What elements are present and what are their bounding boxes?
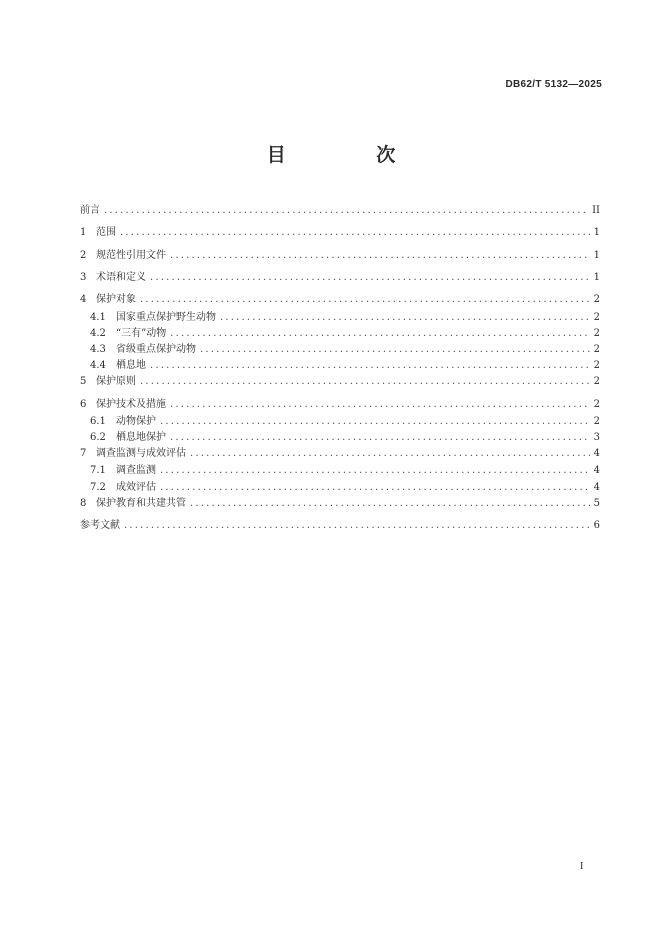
page-title: 目 次 xyxy=(266,144,424,166)
toc-entry[interactable] xyxy=(80,516,600,538)
toc-dot-leader xyxy=(220,312,590,323)
toc-dot-leader xyxy=(120,227,590,238)
toc-entry[interactable] xyxy=(80,461,600,477)
toc-entry-page: 2 xyxy=(593,376,600,388)
page-number: I xyxy=(580,861,584,872)
toc-entry-page: II xyxy=(592,205,600,216)
toc-entry-label: 术语和定义 xyxy=(96,271,146,283)
toc-entry-page: 2 xyxy=(593,343,600,355)
toc-entry[interactable] xyxy=(80,201,600,223)
toc-dot-leader xyxy=(140,376,590,387)
toc-entry-page: 2 xyxy=(593,311,600,323)
toc-entry-page: 1 xyxy=(593,271,600,283)
toc-dot-leader xyxy=(190,498,590,509)
toc-entry-number: 4 xyxy=(80,294,87,306)
toc-entry-number: 8 xyxy=(80,497,87,509)
toc-entry[interactable] xyxy=(80,412,600,428)
toc-entry-label: 保护教育和共建共管 xyxy=(96,497,186,509)
toc-entry-number: 4.1 xyxy=(90,311,106,323)
toc-entry-page: 2 xyxy=(593,415,600,427)
toc-entry[interactable] xyxy=(80,223,600,245)
toc-entry[interactable] xyxy=(80,308,600,324)
toc-dot-leader xyxy=(150,272,590,283)
toc-entry-label: 保护技术及措施 xyxy=(96,398,166,410)
toc-entry-number: 7.2 xyxy=(90,481,106,493)
toc-entry-number: 6.1 xyxy=(90,415,106,427)
toc-entry-number: 4.2 xyxy=(90,327,106,339)
toc-entry[interactable] xyxy=(80,428,600,444)
toc-entry-page: 3 xyxy=(593,431,600,443)
toc-entry-label: 规范性引用文件 xyxy=(96,249,166,261)
toc-entry-page: 2 xyxy=(593,398,600,410)
toc-entry-number: 5 xyxy=(80,376,87,388)
toc-entry-number: 7.1 xyxy=(90,465,106,477)
toc-entry-page: 2 xyxy=(593,327,600,339)
toc-entry-number: 6.2 xyxy=(90,431,106,443)
toc-dot-leader xyxy=(200,344,590,355)
toc-entry[interactable] xyxy=(80,246,600,268)
toc-entry[interactable] xyxy=(80,324,600,340)
toc-dot-leader xyxy=(170,399,590,410)
toc-entry-page: 6 xyxy=(593,520,600,532)
toc-dot-leader xyxy=(160,465,590,476)
toc-entry-page: 4 xyxy=(593,481,600,493)
toc-entry[interactable] xyxy=(80,372,600,394)
toc-entry-label: 参考文献 xyxy=(80,520,120,532)
toc-dot-leader xyxy=(140,294,590,305)
document-code: DB62/T 5132—2025 xyxy=(505,79,602,90)
toc-entry-label: 范围 xyxy=(96,227,116,239)
toc-entry-page: 1 xyxy=(593,249,600,261)
toc-entry-page: 2 xyxy=(593,360,600,372)
toc-entry-label: 栖息地保护 xyxy=(116,431,166,443)
toc-dot-leader xyxy=(160,482,590,493)
toc-entry-number: 4.4 xyxy=(90,360,106,372)
table-of-contents xyxy=(80,201,600,538)
toc-entry-number: 7 xyxy=(80,448,87,460)
toc-dot-leader xyxy=(104,205,588,216)
toc-entry-number: 4.3 xyxy=(90,343,106,355)
toc-entry[interactable] xyxy=(80,290,600,307)
toc-entry-label: 保护对象 xyxy=(96,294,136,306)
toc-entry-label: 调查监测与成效评估 xyxy=(96,448,186,460)
toc-entry-page: 1 xyxy=(593,227,600,239)
toc-entry[interactable] xyxy=(80,395,600,412)
toc-entry-page: 4 xyxy=(593,448,600,460)
toc-entry-page: 2 xyxy=(593,294,600,306)
toc-entry-label: 栖息地 xyxy=(116,360,146,372)
toc-entry-label: “三有”动物 xyxy=(116,327,167,339)
toc-dot-leader xyxy=(170,250,590,261)
toc-dot-leader xyxy=(190,448,590,459)
toc-entry-label: 动物保护 xyxy=(116,415,156,427)
toc-entry[interactable] xyxy=(80,494,600,516)
toc-entry-number: 1 xyxy=(80,227,87,239)
toc-entry[interactable] xyxy=(80,340,600,356)
toc-entry-number: 2 xyxy=(80,249,87,261)
toc-entry-label: 成效评估 xyxy=(116,481,156,493)
toc-entry[interactable] xyxy=(80,478,600,494)
toc-dot-leader xyxy=(170,328,589,339)
toc-dot-leader xyxy=(124,520,590,531)
toc-entry-label: 调查监测 xyxy=(116,465,156,477)
toc-entry[interactable] xyxy=(80,268,600,290)
toc-entry-label: 前言 xyxy=(80,205,100,216)
toc-entry[interactable] xyxy=(80,356,600,372)
toc-entry-page: 4 xyxy=(593,465,600,477)
toc-dot-leader xyxy=(160,416,590,427)
toc-entry-number: 6 xyxy=(80,398,87,410)
toc-dot-leader xyxy=(150,360,590,371)
toc-entry[interactable] xyxy=(80,444,600,461)
toc-entry-label: 省级重点保护动物 xyxy=(116,343,196,355)
toc-entry-label: 国家重点保护野生动物 xyxy=(116,311,216,323)
toc-entry-number: 3 xyxy=(80,271,87,283)
toc-entry-label: 保护原则 xyxy=(96,376,136,388)
toc-dot-leader xyxy=(170,432,590,443)
toc-entry-page: 5 xyxy=(593,497,600,509)
